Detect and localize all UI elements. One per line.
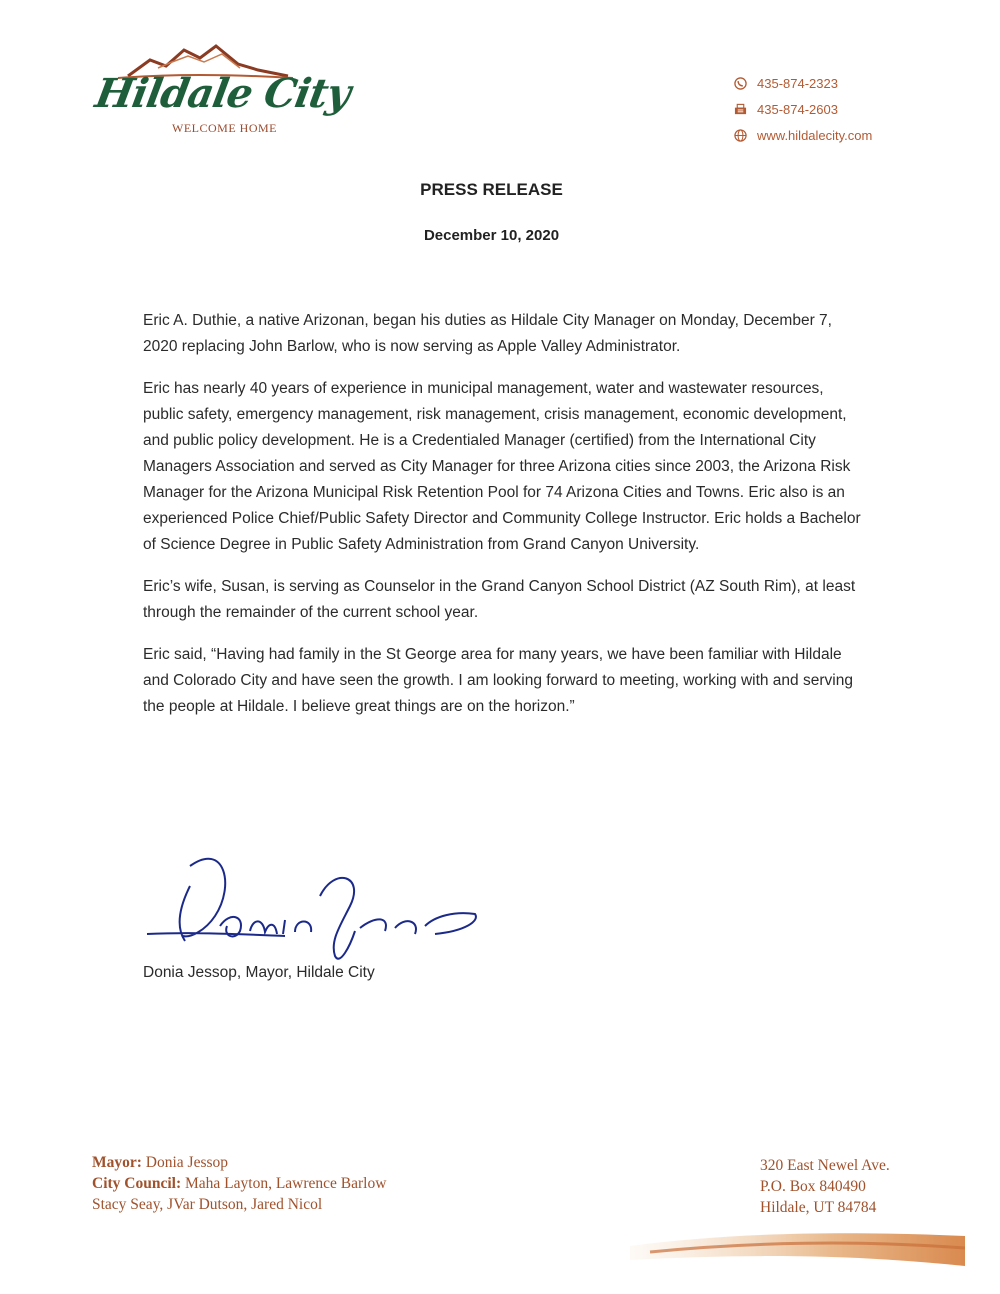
council-label: City Council: — [92, 1175, 182, 1192]
fax-icon — [734, 103, 747, 116]
council-row — [92, 1173, 386, 1194]
phone-row — [734, 70, 872, 96]
address-line-3: Hildale, UT 84784 — [760, 1199, 877, 1216]
signer-line: Donia Jessop, Mayor, Hildale City — [143, 964, 375, 981]
website-link[interactable]: www.hildalecity.com — [757, 127, 873, 143]
globe-icon — [734, 129, 747, 142]
release-body — [143, 308, 863, 736]
logo-name: Hildale City — [91, 70, 354, 117]
handwritten-signature — [135, 846, 485, 971]
phone-icon — [734, 77, 747, 90]
city-logo — [88, 40, 354, 140]
body-paragraph: Eric said, “Having had family in the St George area for many years, we have been familiar with Hildale and Colorado City and have seen the growth. I am looking forward to meeting, working with and serving the people at Hildale. I believe great things are on the horizon.” — [143, 646, 853, 715]
phone-number: 435-874-2323 — [757, 75, 838, 91]
logo-tagline: WELCOME HOME — [172, 121, 277, 135]
address-line-1: 320 East Newel Ave. — [760, 1157, 890, 1174]
body-paragraph: Eric A. Duthie, a native Arizonan, began his duties as Hildale City Manager on Monday, December 7, 2020 replacing John Barlow, who is now serving as Apple Valley Administrator. — [143, 312, 832, 355]
footer-address — [760, 1155, 890, 1218]
fax-number: 435-874-2603 — [757, 101, 838, 117]
mayor-name: Donia Jessop — [145, 1154, 229, 1171]
council-members-1: Maha Layton, Lawrence Barlow — [185, 1175, 387, 1192]
fax-row — [734, 96, 872, 122]
contact-block — [734, 70, 872, 148]
website-row — [734, 122, 872, 148]
footer-swoosh-graphic — [630, 1224, 965, 1284]
body-paragraph: Eric’s wife, Susan, is serving as Counselor in the Grand Canyon School District (AZ South Rim), at least through the remainder of the current school year. — [143, 578, 856, 621]
footer-officials — [92, 1152, 386, 1215]
press-release-title: PRESS RELEASE — [420, 180, 563, 199]
council-members-2: Stacy Seay, JVar Dutson, Jared Nicol — [92, 1196, 323, 1213]
mayor-label: Mayor: — [92, 1154, 142, 1171]
body-paragraph: Eric has nearly 40 years of experience in municipal management, water and wastewater resources, public safety, emergency management, risk management, crisis management, economic development, and public policy development. He is a Credentialed Manager (certified) from the International City Managers Association and served as City Manager for three Arizona cities since 2003, the Arizona Risk Manager for the Arizona Municipal Risk Retention Pool for 74 Arizona Cities and Towns. Eric also is an experienced Police Chief/Public Safety Director and Community College Instructor. Eric holds a Bachelor of Science Degree in Public Safety Administration from Grand Canyon University. — [143, 380, 861, 553]
mayor-row — [92, 1152, 386, 1173]
address-line-2: P.O. Box 840490 — [760, 1178, 866, 1195]
release-date: December 10, 2020 — [423, 227, 560, 244]
